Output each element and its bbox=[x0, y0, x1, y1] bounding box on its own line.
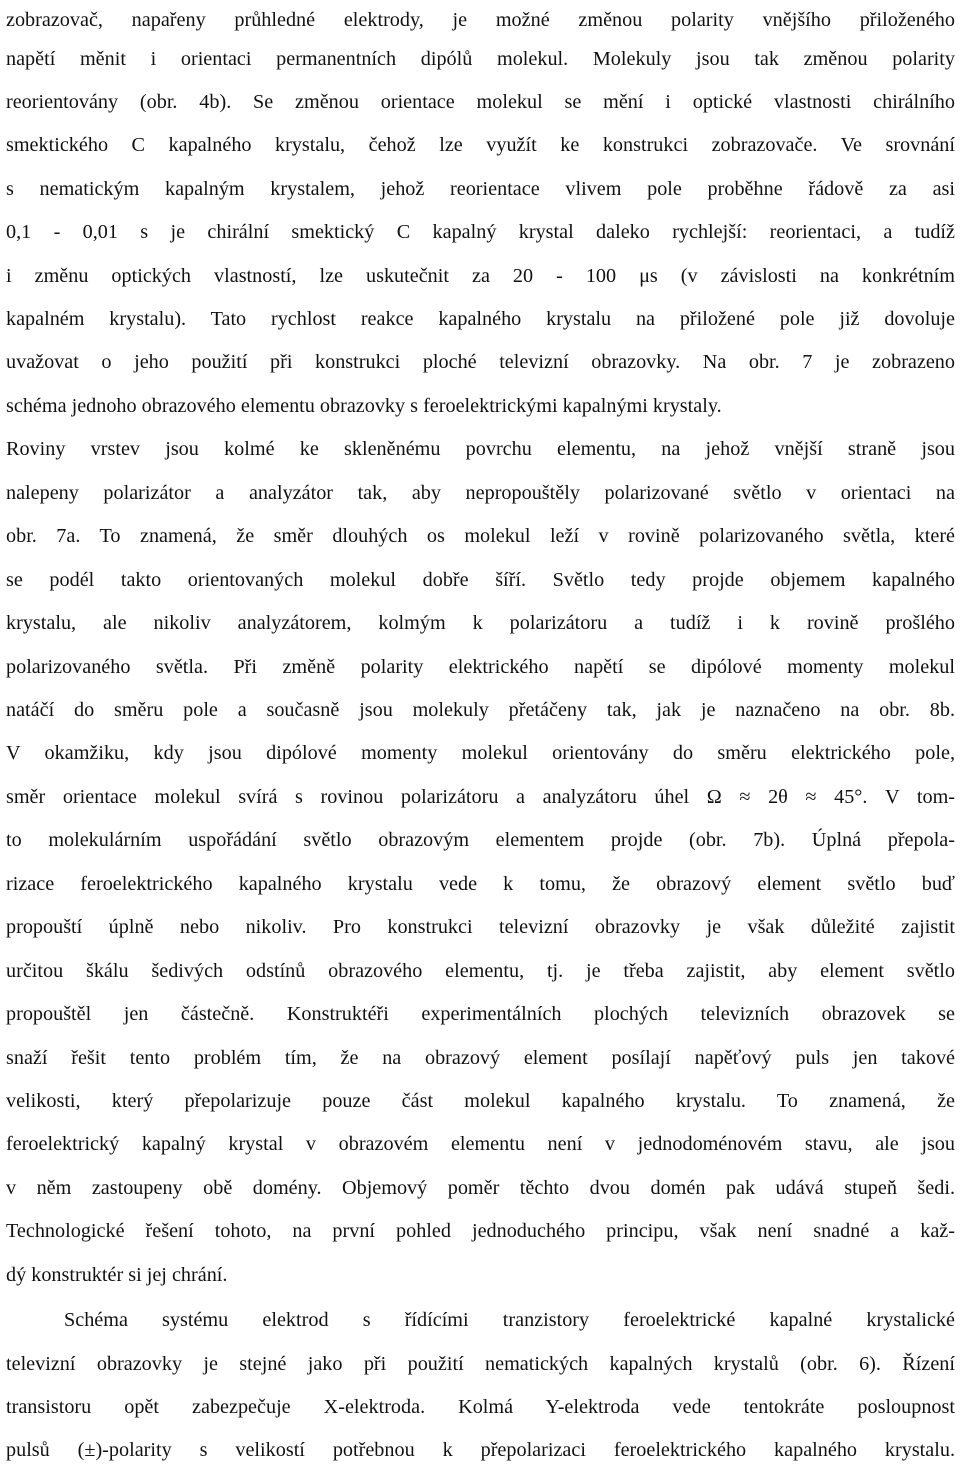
text-line: určitou škálu šedivých odstínů obrazového elementu, tj. je třeba zajistit, aby element světlo bbox=[6, 960, 955, 982]
text-line: směr orientace molekul svírá s rovinou polarizátoru a analyzátoru úhel Ω ≈ 2θ ≈ 45°. V tom- bbox=[6, 786, 955, 808]
text-line: se podél takto orientovaných molekul dobře šíří. Světlo tedy projde objemem kapalného bbox=[6, 569, 955, 591]
text-line: V okamžiku, kdy jsou dipólové momenty molekul orientovány do směru elektrického pole, bbox=[6, 742, 955, 764]
text-line: to molekulárním uspořádání světlo obrazovým elementem projde (obr. 7b). Úplná přepola- bbox=[6, 829, 955, 851]
text-line: s nematickým kapalným krystalem, jehož reorientace vlivem pole proběhne řádově za asi bbox=[6, 178, 955, 200]
text-line: propouštěl jen částečně. Konstruktéři experimentálních plochých televizních obrazovek se bbox=[6, 1003, 955, 1025]
text-line: Technologické řešení tohoto, na první pohled jednoduchého principu, však není snadné a kaž- bbox=[6, 1220, 955, 1242]
text-line: schéma jednoho obrazového elementu obrazovky s feroelektrickými kapalnými krystaly. bbox=[6, 395, 722, 417]
text-line: televizní obrazovky je stejné jako při použití nematických kapalných krystalů (obr. 6). Řízení bbox=[6, 1353, 955, 1375]
text-line: velikosti, který přepolarizuje pouze část molekul kapalného krystalu. To znamená, že bbox=[6, 1090, 955, 1112]
text-line: dý konstruktér si jej chrání. bbox=[6, 1264, 228, 1286]
text-line: obr. 7a. To znamená, že směr dlouhých os molekul leží v rovině polarizovaného světla, které bbox=[6, 525, 955, 547]
text-line: v něm zastoupeny obě domény. Objemový poměr těchto dvou domén pak udává stupeň šedi. bbox=[6, 1177, 955, 1199]
text-line: transistoru opět zabezpečuje X-elektroda. Kolmá Y-elektroda vede tentokráte posloupnost bbox=[6, 1396, 955, 1418]
text-line: rizace feroelektrického kapalného krystalu vede k tomu, že obrazový element světlo buď bbox=[6, 873, 955, 895]
text-line: 0,1 - 0,01 s je chirální smektický C kapalný krystal daleko rychlejší: reorientaci, a tudíž bbox=[6, 221, 955, 243]
text-line: krystalu, ale nikoliv analyzátorem, kolmým k polarizátoru a tudíž i k rovině prošlého bbox=[6, 612, 955, 634]
text-line: Schéma systému elektrod s řídícími tranzistory feroelektrické kapalné krystalické bbox=[64, 1309, 955, 1331]
text-line: natáčí do směru pole a současně jsou molekuly přetáčeny tak, jak je naznačeno na obr. 8b. bbox=[6, 699, 955, 721]
text-line: propouští úplně nebo nikoliv. Pro konstrukci televizní obrazovky je však důležité zajistit bbox=[6, 916, 955, 938]
text-line: polarizovaného světla. Při změně polarity elektrického napětí se dipólové momenty molekul bbox=[6, 656, 955, 678]
text-line: Roviny vrstev jsou kolmé ke skleněnému povrchu elementu, na jehož vnější straně jsou bbox=[6, 438, 955, 460]
text-line: nalepeny polarizátor a analyzátor tak, aby nepropouštěly polarizované světlo v orientaci na bbox=[6, 482, 955, 504]
text-line: uvažovat o jeho použití při konstrukci ploché televizní obrazovky. Na obr. 7 je zobrazeno bbox=[6, 351, 955, 373]
text-line: feroelektrický kapalný krystal v obrazovém elementu není v jednodoménovém stavu, ale jsou bbox=[6, 1133, 955, 1155]
text-line: napětí měnit i orientaci permanentních dipólů molekul. Molekuly jsou tak změnou polarity bbox=[6, 48, 955, 70]
text-line: i změnu optických vlastností, lze uskutečnit za 20 - 100 μs (v závislosti na konkrétním bbox=[6, 265, 955, 287]
text-line: pulsů (±)-polarity s velikostí potřebnou k přepolarizaci feroelektrického kapalného krystalu. bbox=[6, 1439, 955, 1461]
text-line: zobrazovač, napařeny průhledné elektrody, je možné změnou polarity vnějšího přiloženého bbox=[6, 9, 955, 31]
text-line: snaží řešit tento problém tím, že na obrazový element posílají napěťový puls jen takové bbox=[6, 1047, 955, 1069]
text-line: kapalném krystalu). Tato rychlost reakce kapalného krystalu na přiložené pole již dovoluje bbox=[6, 308, 955, 330]
text-line: smektického C kapalného krystalu, čehož lze využít ke konstrukci zobrazovače. Ve srovnání bbox=[6, 134, 955, 156]
text-line: reorientovány (obr. 4b). Se změnou orientace molekul se mění i optické vlastnosti chirálního bbox=[6, 91, 955, 113]
